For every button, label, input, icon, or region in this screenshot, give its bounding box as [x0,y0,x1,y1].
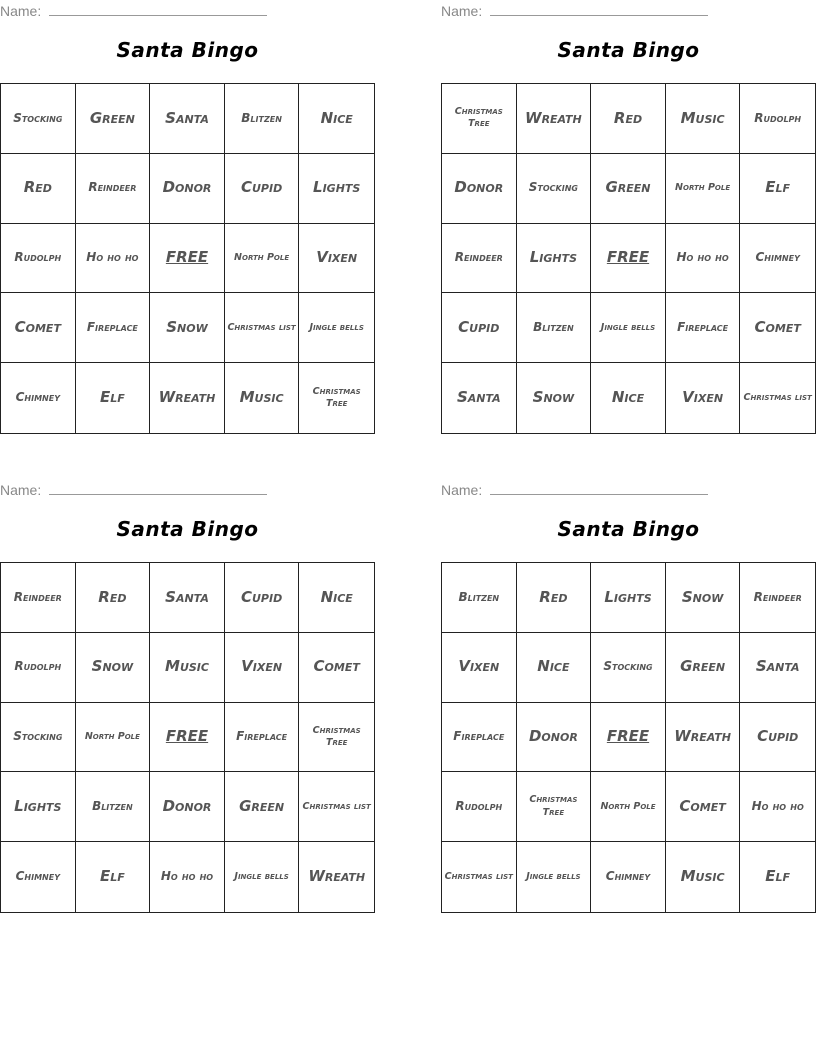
bingo-cell: Jingle bells [299,293,374,363]
bingo-cell: Rudolph [1,224,76,294]
bingo-cell: Christmas list [743,391,812,403]
bingo-cell: Christmas Tree [299,703,374,773]
bingo-cell: Santa [740,633,815,703]
bingo-cell: Vixen [299,224,374,294]
bingo-cell: Christmas list [442,842,517,912]
name-line: Name: [441,3,708,19]
bingo-cell: Stocking [1,84,76,154]
free-space-cell: FREE [591,703,666,773]
bingo-card-3 [0,479,375,914]
bingo-cell: Lights [591,563,666,633]
free-space-cell: FREE [150,224,225,294]
bingo-cell: Snow [150,293,225,363]
bingo-cell: Fireplace [225,703,300,773]
bingo-cell: Blitzen [225,84,300,154]
name-blank [49,3,267,16]
bingo-cell: Fireplace [666,293,741,363]
bingo-cell: Santa [442,363,517,433]
bingo-cell: Red [517,563,592,633]
bingo-cell: Ho ho ho [666,224,741,294]
bingo-cell: Wreath [308,867,366,886]
bingo-cell: Reindeer [740,563,815,633]
bingo-cell: Snow [517,363,592,433]
bingo-cell: Lights [517,224,592,294]
bingo-card-4 [441,479,816,914]
bingo-cell: Reindeer [442,224,517,294]
bingo-cell: Snow [76,633,151,703]
bingo-cell: Fireplace [442,703,517,773]
bingo-cell: Lights [1,772,76,842]
bingo-cell: Red [76,563,151,633]
bingo-cell: Jingle bells [591,293,666,363]
bingo-cell: Ho ho ho [150,842,225,912]
bingo-cell: Blitzen [442,563,517,633]
bingo-cell: Ho ho ho [76,224,151,294]
bingo-cell: Elf [76,363,151,433]
bingo-cell: Fireplace [76,293,151,363]
bingo-cell: Santa [150,563,225,633]
bingo-cell: Donor [517,703,592,773]
bingo-cell: Christmas Tree [312,385,361,410]
bingo-cell: Music [666,842,741,912]
bingo-grid [0,83,375,434]
name-line: Name: [0,482,267,498]
name-blank [490,482,708,495]
card-title: Santa Bingo [557,517,700,541]
bingo-cell: Snow [666,563,741,633]
bingo-cell: Music [225,363,300,433]
bingo-cell: Music [666,84,741,154]
bingo-cell: Rudolph [442,772,517,842]
bingo-cell: Red [591,84,666,154]
bingo-cell: Elf [740,154,815,224]
bingo-cell: North Pole [666,154,741,224]
bingo-cell: Green [225,772,300,842]
bingo-card-2 [441,0,816,435]
bingo-cell: Ho ho ho [740,772,815,842]
bingo-cell: Donor [150,772,225,842]
bingo-cell: Chimney [1,842,76,912]
bingo-cell: Green [76,84,151,154]
bingo-cell: Christmas list [225,293,300,363]
bingo-cell: Nice [299,84,374,154]
bingo-cell: Nice [299,563,374,633]
bingo-grid [0,562,375,913]
bingo-cell: Wreath [150,363,225,433]
bingo-cell: Rudolph [740,84,815,154]
bingo-cell: Chimney [591,842,666,912]
bingo-cell: Stocking [517,154,592,224]
bingo-cell: Elf [765,867,791,886]
bingo-cell: Donor [150,154,225,224]
bingo-cell: Reindeer [1,563,76,633]
bingo-cell: Green [666,633,741,703]
bingo-cell: Jingle bells [225,842,300,912]
free-space-cell: FREE [591,224,666,294]
bingo-cell: Christmas Tree [517,772,592,842]
bingo-card-1 [0,0,375,435]
card-title: Santa Bingo [116,517,259,541]
card-title: Santa Bingo [116,38,259,62]
bingo-cell: Red [1,154,76,224]
bingo-cell: Stocking [591,633,666,703]
bingo-grid [441,83,816,434]
name-blank [49,482,267,495]
bingo-cell: Green [591,154,666,224]
bingo-cell: Nice [517,633,592,703]
bingo-cell: Blitzen [517,293,592,363]
free-space-cell: FREE [150,703,225,773]
name-line: Name: [0,3,267,19]
bingo-cell: Comet [1,293,76,363]
bingo-cell: Comet [666,772,741,842]
bingo-cell: Elf [76,842,151,912]
bingo-cell: Reindeer [76,154,151,224]
bingo-cell: North Pole [76,703,151,773]
bingo-cell: Music [150,633,225,703]
bingo-cell: North Pole [591,772,666,842]
bingo-cell: Chimney [740,224,815,294]
bingo-cell: North Pole [225,224,300,294]
bingo-cell: Comet [299,633,374,703]
bingo-cell: Cupid [225,154,300,224]
name-line: Name: [441,482,708,498]
bingo-cell: Christmas list [299,772,374,842]
bingo-grid [441,562,816,913]
card-title: Santa Bingo [557,38,700,62]
bingo-cell: Donor [442,154,517,224]
bingo-cell: Blitzen [76,772,151,842]
bingo-cell: Nice [591,363,666,433]
bingo-cell: Cupid [740,703,815,773]
bingo-cell: Lights [299,154,374,224]
bingo-cell: Wreath [666,703,741,773]
bingo-cell: Comet [740,293,815,363]
bingo-cell: Wreath [517,84,592,154]
bingo-cell: Cupid [442,293,517,363]
bingo-cell: Christmas Tree [442,84,517,154]
bingo-cell: Stocking [1,703,76,773]
name-blank [490,3,708,16]
bingo-cell: Rudolph [1,633,76,703]
bingo-cell: Vixen [442,633,517,703]
bingo-cell: Santa [150,84,225,154]
bingo-cell: Jingle bells [517,842,592,912]
bingo-cell: Vixen [225,633,300,703]
bingo-cell: Cupid [225,563,300,633]
bingo-cell: Vixen [666,363,741,433]
bingo-cell: Chimney [1,363,76,433]
